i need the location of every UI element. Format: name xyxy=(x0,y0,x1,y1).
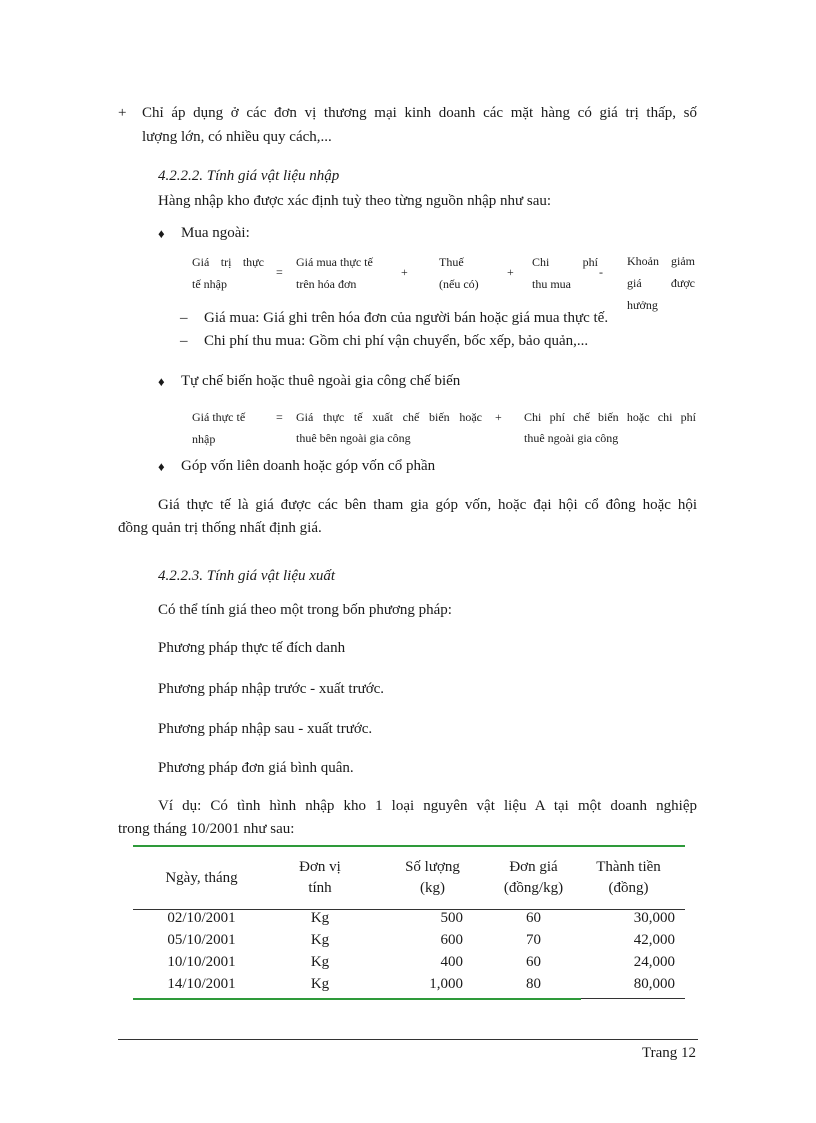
method-item: Phương pháp nhập trước - xuất trước. xyxy=(158,681,385,697)
table-row xyxy=(133,907,685,929)
page-number: Trang 12 xyxy=(641,1045,696,1061)
cell-unit: Kg xyxy=(310,910,330,926)
import-table xyxy=(133,847,685,995)
note-gia-mua: Giá mua: Giá ghi trên hóa đơn của người bán hoặc giá mua thực tế. xyxy=(204,310,609,326)
gop-von-para-line2: đồng quản trị thống nhất định giá. xyxy=(118,520,322,536)
cell-price: 70 xyxy=(526,932,541,948)
dash-bullet-icon: – xyxy=(180,310,188,326)
formula1-term1-line1: Giá mua thực tế xyxy=(296,255,373,269)
header-price: Đơn giá (đồng/kg) xyxy=(503,859,564,896)
dash-bullet-icon: – xyxy=(180,333,188,349)
formula1-plus-1: + xyxy=(401,265,408,279)
section-heading-xuat: 4.2.2.3. Tính giá vật liệu xuất xyxy=(158,568,336,584)
intro-line-2: lượng lớn, có nhiều quy cách,... xyxy=(142,129,332,145)
diamond-bullet-icon: ♦ xyxy=(158,374,165,389)
cell-date: 05/10/2001 xyxy=(167,932,236,948)
cell-unit: Kg xyxy=(310,932,330,948)
formula1-equals: = xyxy=(276,265,283,279)
formula1-term2-line1: Thuế xyxy=(439,255,464,269)
intro-bullet: + xyxy=(118,105,127,121)
formula2-term1-line1: Giá thực tế xuất chế biến hoặc xyxy=(296,410,482,424)
formula1-lhs-line2: tế nhập xyxy=(192,277,227,291)
cell-total: 30,000 xyxy=(633,910,675,926)
cell-total: 24,000 xyxy=(633,954,675,970)
formula1-lhs-line1: Giá trị thực xyxy=(192,255,264,269)
table-bottom-rule-green xyxy=(133,998,581,1000)
formula1-term3-line1: Chi phí xyxy=(532,255,598,269)
table-bottom-rule-total xyxy=(581,998,685,999)
cell-date: 10/10/2001 xyxy=(167,954,236,970)
gop-von-para-line1: Giá thực tế là giá được các bên tham gia góp vốn, hoặc đại hội cổ đông hoặc hội xyxy=(158,497,697,513)
formula1-term3-line2: thu mua xyxy=(532,277,571,291)
formula1-term1-line2: trên hóa đơn xyxy=(296,277,357,291)
mua-ngoai-label: Mua ngoài: xyxy=(181,225,250,241)
formula1-minus: - xyxy=(599,265,603,279)
cell-qty: 500 xyxy=(440,910,463,926)
table-header-rule xyxy=(133,909,685,910)
table-row xyxy=(133,951,685,973)
method-item: Phương pháp đơn giá bình quân. xyxy=(158,760,354,776)
formula1-plus-2: + xyxy=(507,265,514,279)
header-qty: Số lượng (kg) xyxy=(405,859,460,896)
formula2-lhs: Giá thực tế nhập xyxy=(192,410,246,446)
cell-price: 80 xyxy=(526,976,541,992)
cell-qty: 600 xyxy=(440,932,463,948)
cell-unit: Kg xyxy=(310,954,330,970)
tu-che-label: Tự chế biến hoặc thuê ngoài gia công chế biến xyxy=(181,373,461,389)
formula2-term1-line2: thuê bên ngoài gia công xyxy=(296,431,411,445)
section-heading-nhap: 4.2.2.2. Tính giá vật liệu nhập xyxy=(158,168,340,184)
method-item: Phương pháp thực tế đích danh xyxy=(158,640,346,656)
gop-von-label: Góp vốn liên doanh hoặc góp vốn cổ phần xyxy=(181,458,436,474)
section-intro-nhap: Hàng nhập kho được xác định tuỳ theo từng nguồn nhập như sau: xyxy=(158,193,552,209)
example-line2: trong tháng 10/2001 như sau: xyxy=(118,821,295,837)
cell-date: 14/10/2001 xyxy=(167,976,236,992)
cell-date: 02/10/2001 xyxy=(167,910,236,926)
cell-price: 60 xyxy=(526,910,541,926)
cell-qty: 400 xyxy=(440,954,463,970)
formula2-equals: = xyxy=(276,410,283,424)
formula2-plus: + xyxy=(495,410,502,424)
diamond-bullet-icon: ♦ xyxy=(158,459,165,474)
method-item: Phương pháp nhập sau - xuất trước. xyxy=(158,721,373,737)
header-unit: Đơn vị tính xyxy=(299,859,341,896)
example-line1: Ví dụ: Có tình hình nhập kho 1 loại nguyên vật liệu A tại một doanh nghiệp xyxy=(158,798,697,814)
intro-line-1: Chỉ áp dụng ở các đơn vị thương mại kinh doanh các mặt hàng có giá trị thấp, số xyxy=(142,105,697,121)
header-date: Ngày, tháng xyxy=(165,869,238,886)
table-row xyxy=(133,929,685,951)
formula1-term2-line2: (nếu có) xyxy=(439,277,479,291)
note-chi-phi-thu-mua: Chi phí thu mua: Gồm chi phí vận chuyển, bốc xếp, bảo quản,... xyxy=(204,333,589,349)
table-row xyxy=(133,973,685,995)
cell-unit: Kg xyxy=(310,976,330,992)
footer-rule xyxy=(118,1039,698,1040)
formula1-term4: Khoản giảm giá được hưởng xyxy=(627,254,695,312)
header-total: Thành tiền (đồng) xyxy=(596,859,661,896)
diamond-bullet-icon: ♦ xyxy=(158,226,165,241)
cell-total: 42,000 xyxy=(633,932,675,948)
table-header-row xyxy=(133,847,685,907)
cell-price: 60 xyxy=(526,954,541,970)
formula2-term2-line2: thuê ngoài gia công xyxy=(524,431,619,445)
cell-qty: 1,000 xyxy=(429,976,463,992)
section-intro-xuat: Có thể tính giá theo một trong bốn phương pháp: xyxy=(158,602,452,618)
formula2-term2-line1: Chi phí chế biến hoặc chi phí xyxy=(524,410,696,424)
cell-total: 80,000 xyxy=(633,976,675,992)
